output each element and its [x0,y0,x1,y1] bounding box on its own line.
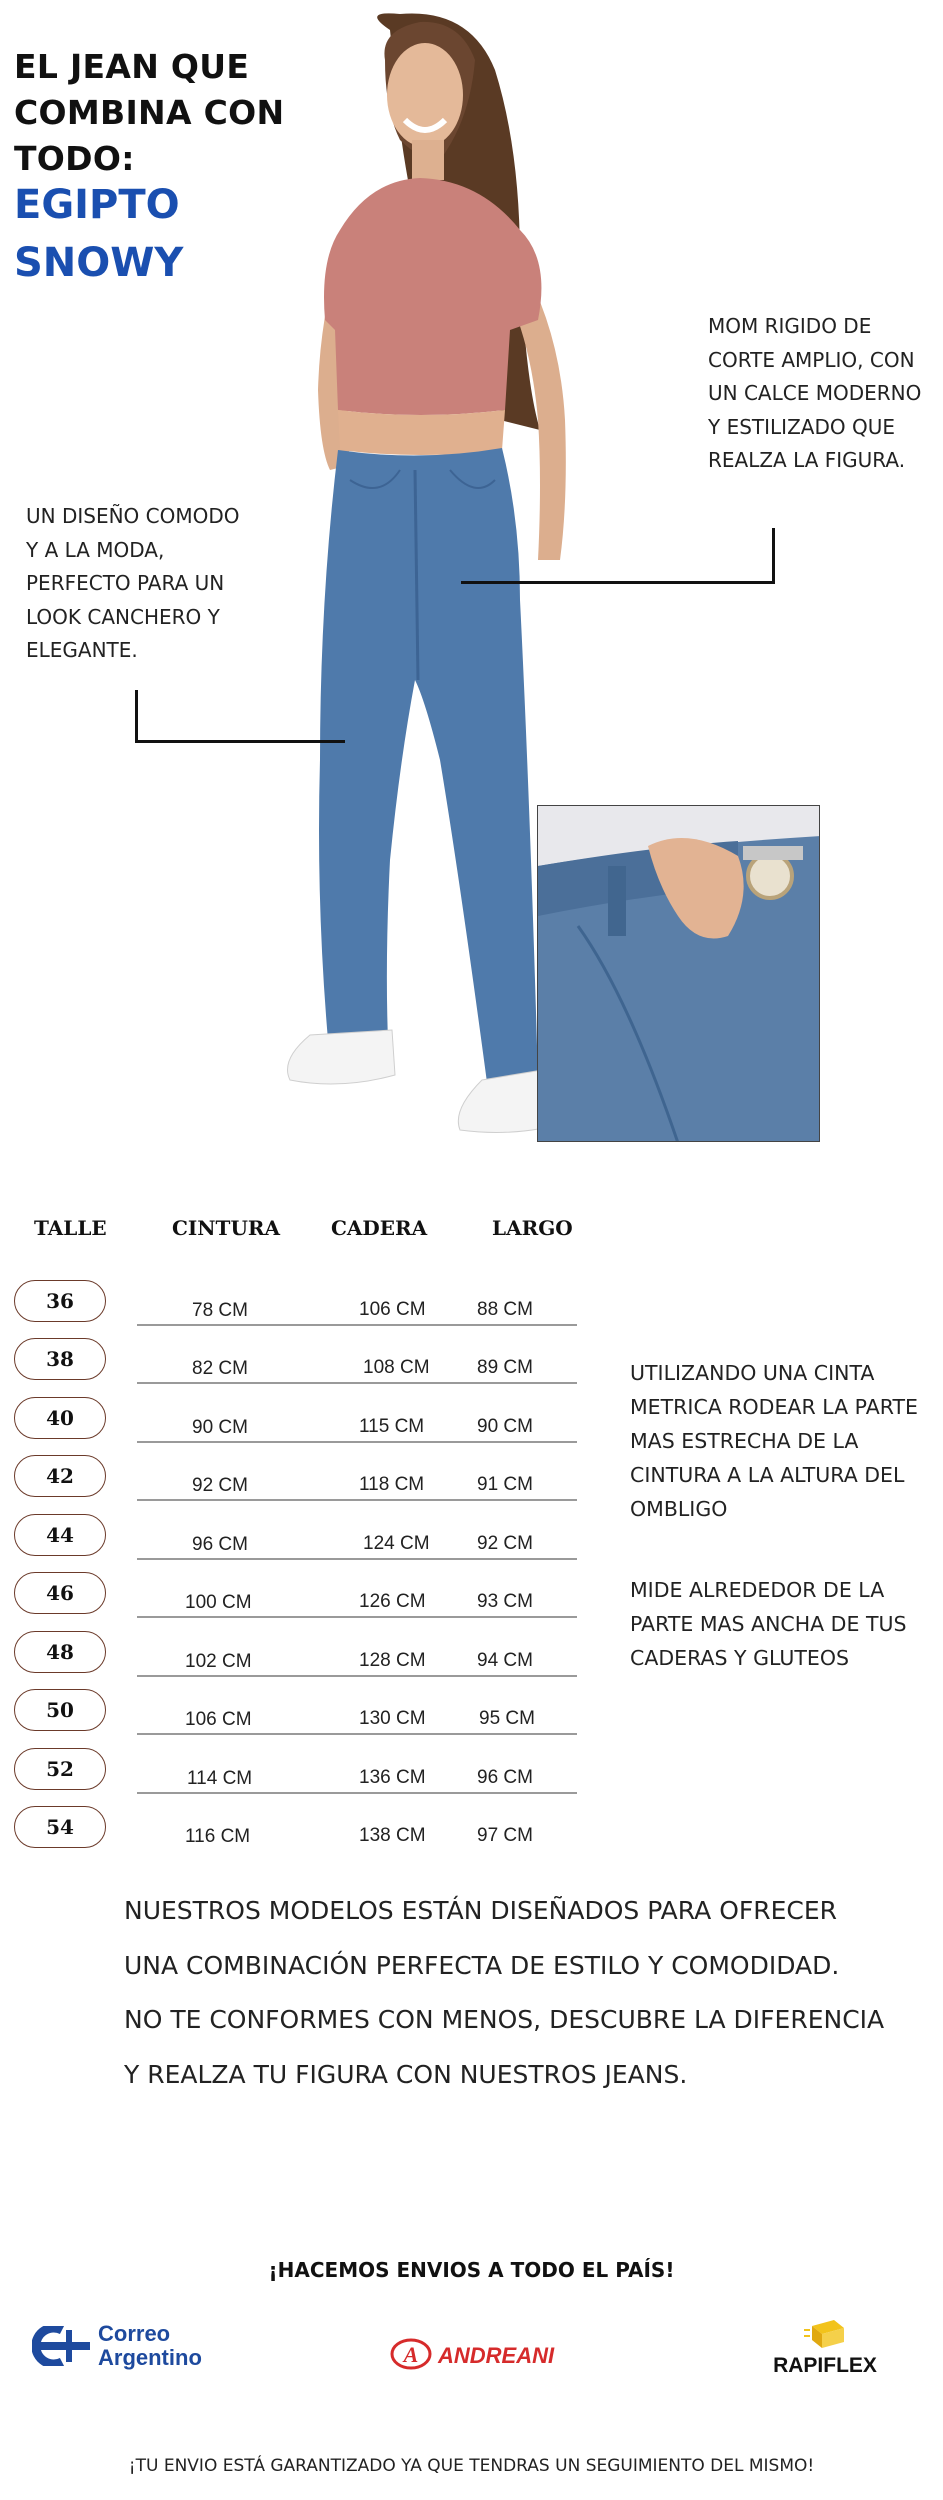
shipping-guarantee-footer: ¡TU ENVIO ESTÁ GARANTIZADO YA QUE TENDRAS UN SEGUIMIENTO DEL MISMO! [128,2456,815,2476]
rapiflex-logo [760,2318,890,2388]
size-pill: 54 [14,1806,106,1848]
callout-left-line: PERFECTO PARA UN [26,571,225,595]
callout-left-line: ELEGANTE. [26,638,138,662]
model-name-2: SNOWY [14,240,184,286]
svg-text:A: A [403,2342,419,2367]
header-cintura: CINTURA [172,1216,281,1240]
andreani-name: ANDREANI [438,2343,555,2368]
callout-right-line: CORTE AMPLIO, CON [708,347,915,372]
instruction-line: UTILIZANDO UNA CINTA [630,1361,875,1385]
callout-right-connector [461,581,775,584]
jeans-detail-photo [537,805,820,1142]
cadera-cell: 136 CM [359,1767,426,1788]
callout-left-line: UN DISEÑO COMODO [26,504,240,528]
correo-line-2: Argentino [98,2345,202,2370]
size-pill: 52 [14,1748,106,1790]
callout-right-line: MOM RIGIDO DE [708,314,872,338]
size-pill: 48 [14,1631,106,1673]
size-pill: 46 [14,1572,106,1614]
cadera-cell: 115 CM [359,1416,425,1437]
correo-argentino-icon [32,2326,92,2366]
andreani-icon [390,2337,432,2371]
promo-line: NUESTROS MODELOS ESTÁN DISEÑADOS PARA OFRECER [124,1896,838,1925]
row-divider [137,1675,577,1677]
callout-right-line: REALZA LA FIGURA. [708,448,906,472]
callout-right-line: Y ESTILIZADO QUE [708,414,895,439]
correo-line-1: Correo [98,2321,171,2346]
waist-instructions [630,1356,918,1526]
promo-line: NO TE CONFORMES CON MENOS, DESCUBRE LA DIFERENCIA [124,2005,885,2034]
size-pill: 38 [14,1338,106,1380]
instruction-line: MIDE ALREDEDOR DE LA [630,1578,885,1602]
cintura-cell: 90 CM [192,1417,248,1438]
cintura-cell: 78 CM [192,1300,248,1321]
largo-cell: 96 CM [477,1767,533,1788]
row-divider [137,1382,577,1384]
callout-left-line: LOOK CANCHERO Y [26,604,220,629]
cintura-cell: 106 CM [185,1709,252,1730]
callout-left-connector [135,690,138,742]
cadera-cell: 128 CM [359,1650,426,1671]
cadera-cell: 130 CM [359,1708,426,1729]
model-name-1: EGIPTO [14,182,180,228]
largo-cell: 95 CM [479,1708,535,1729]
hip-instructions [630,1573,906,1675]
shipping-title: ¡HACEMOS ENVIOS A TODO EL PAÍS! [268,2258,675,2282]
largo-cell: 94 CM [477,1650,533,1671]
largo-cell: 91 CM [477,1474,533,1495]
title-line-2: COMBINA CON [14,93,285,132]
row-divider [137,1616,577,1618]
largo-cell: 90 CM [477,1416,533,1437]
largo-cell: 89 CM [477,1357,533,1378]
cintura-cell: 92 CM [192,1475,248,1496]
largo-cell: 88 CM [477,1299,533,1320]
row-divider [137,1441,577,1443]
callout-right-connector [772,528,775,584]
header-largo: LARGO [492,1216,573,1240]
callout-left [26,500,240,668]
title-line-3: TODO: [14,139,135,178]
promo-line: UNA COMBINACIÓN PERFECTA DE ESTILO Y COMODIDAD. [124,1951,840,1980]
callout-left-connector [135,740,345,743]
instruction-line: CADERAS Y GLUTEOS [630,1646,849,1670]
row-divider [137,1324,577,1326]
rapiflex-name: RAPIFLEX [773,2354,877,2377]
cintura-cell: 114 CM [187,1768,253,1789]
cintura-cell: 102 CM [185,1651,252,1672]
largo-cell: 93 CM [477,1591,533,1612]
callout-right-line: UN CALCE MODERNO [708,381,922,405]
largo-cell: 92 CM [477,1533,533,1554]
size-pill: 44 [14,1514,106,1556]
callout-left-line: Y A LA MODA, [26,537,165,562]
size-pill: 40 [14,1397,106,1439]
title-line-1: EL JEAN QUE [14,47,250,86]
instruction-line: MAS ESTRECHA DE LA [630,1429,859,1453]
promo-line: Y REALZA TU FIGURA CON NUESTROS JEANS. [124,2060,688,2089]
instruction-line: CINTURA A LA ALTURA DEL [630,1463,905,1487]
row-divider [137,1499,577,1501]
row-divider [137,1733,577,1735]
instruction-line: METRICA RODEAR LA PARTE [630,1395,918,1419]
rapiflex-box-icon [804,2318,846,2350]
cintura-cell: 82 CM [192,1358,248,1379]
size-pill: 36 [14,1280,106,1322]
cadera-cell: 106 CM [359,1299,426,1320]
andreani-logo [390,2337,570,2373]
row-divider [137,1558,577,1560]
cadera-cell: 118 CM [359,1474,425,1495]
instruction-line: OMBLIGO [630,1497,728,1521]
row-divider [137,1792,577,1794]
header-cadera: CADERA [331,1216,428,1240]
cadera-cell: 124 CM [363,1533,430,1554]
instruction-line: PARTE MAS ANCHA DE TUS [630,1612,907,1636]
size-pill: 42 [14,1455,106,1497]
size-pill: 50 [14,1689,106,1731]
cintura-cell: 116 CM [185,1826,251,1847]
cadera-cell: 138 CM [359,1825,426,1846]
correo-argentino-logo [32,2320,232,2374]
header-talle: TALLE [34,1216,107,1240]
callout-right [708,310,921,478]
cintura-cell: 100 CM [185,1592,252,1613]
cadera-cell: 108 CM [363,1357,430,1378]
largo-cell: 97 CM [477,1825,533,1846]
cadera-cell: 126 CM [359,1591,426,1612]
cintura-cell: 96 CM [192,1534,248,1555]
